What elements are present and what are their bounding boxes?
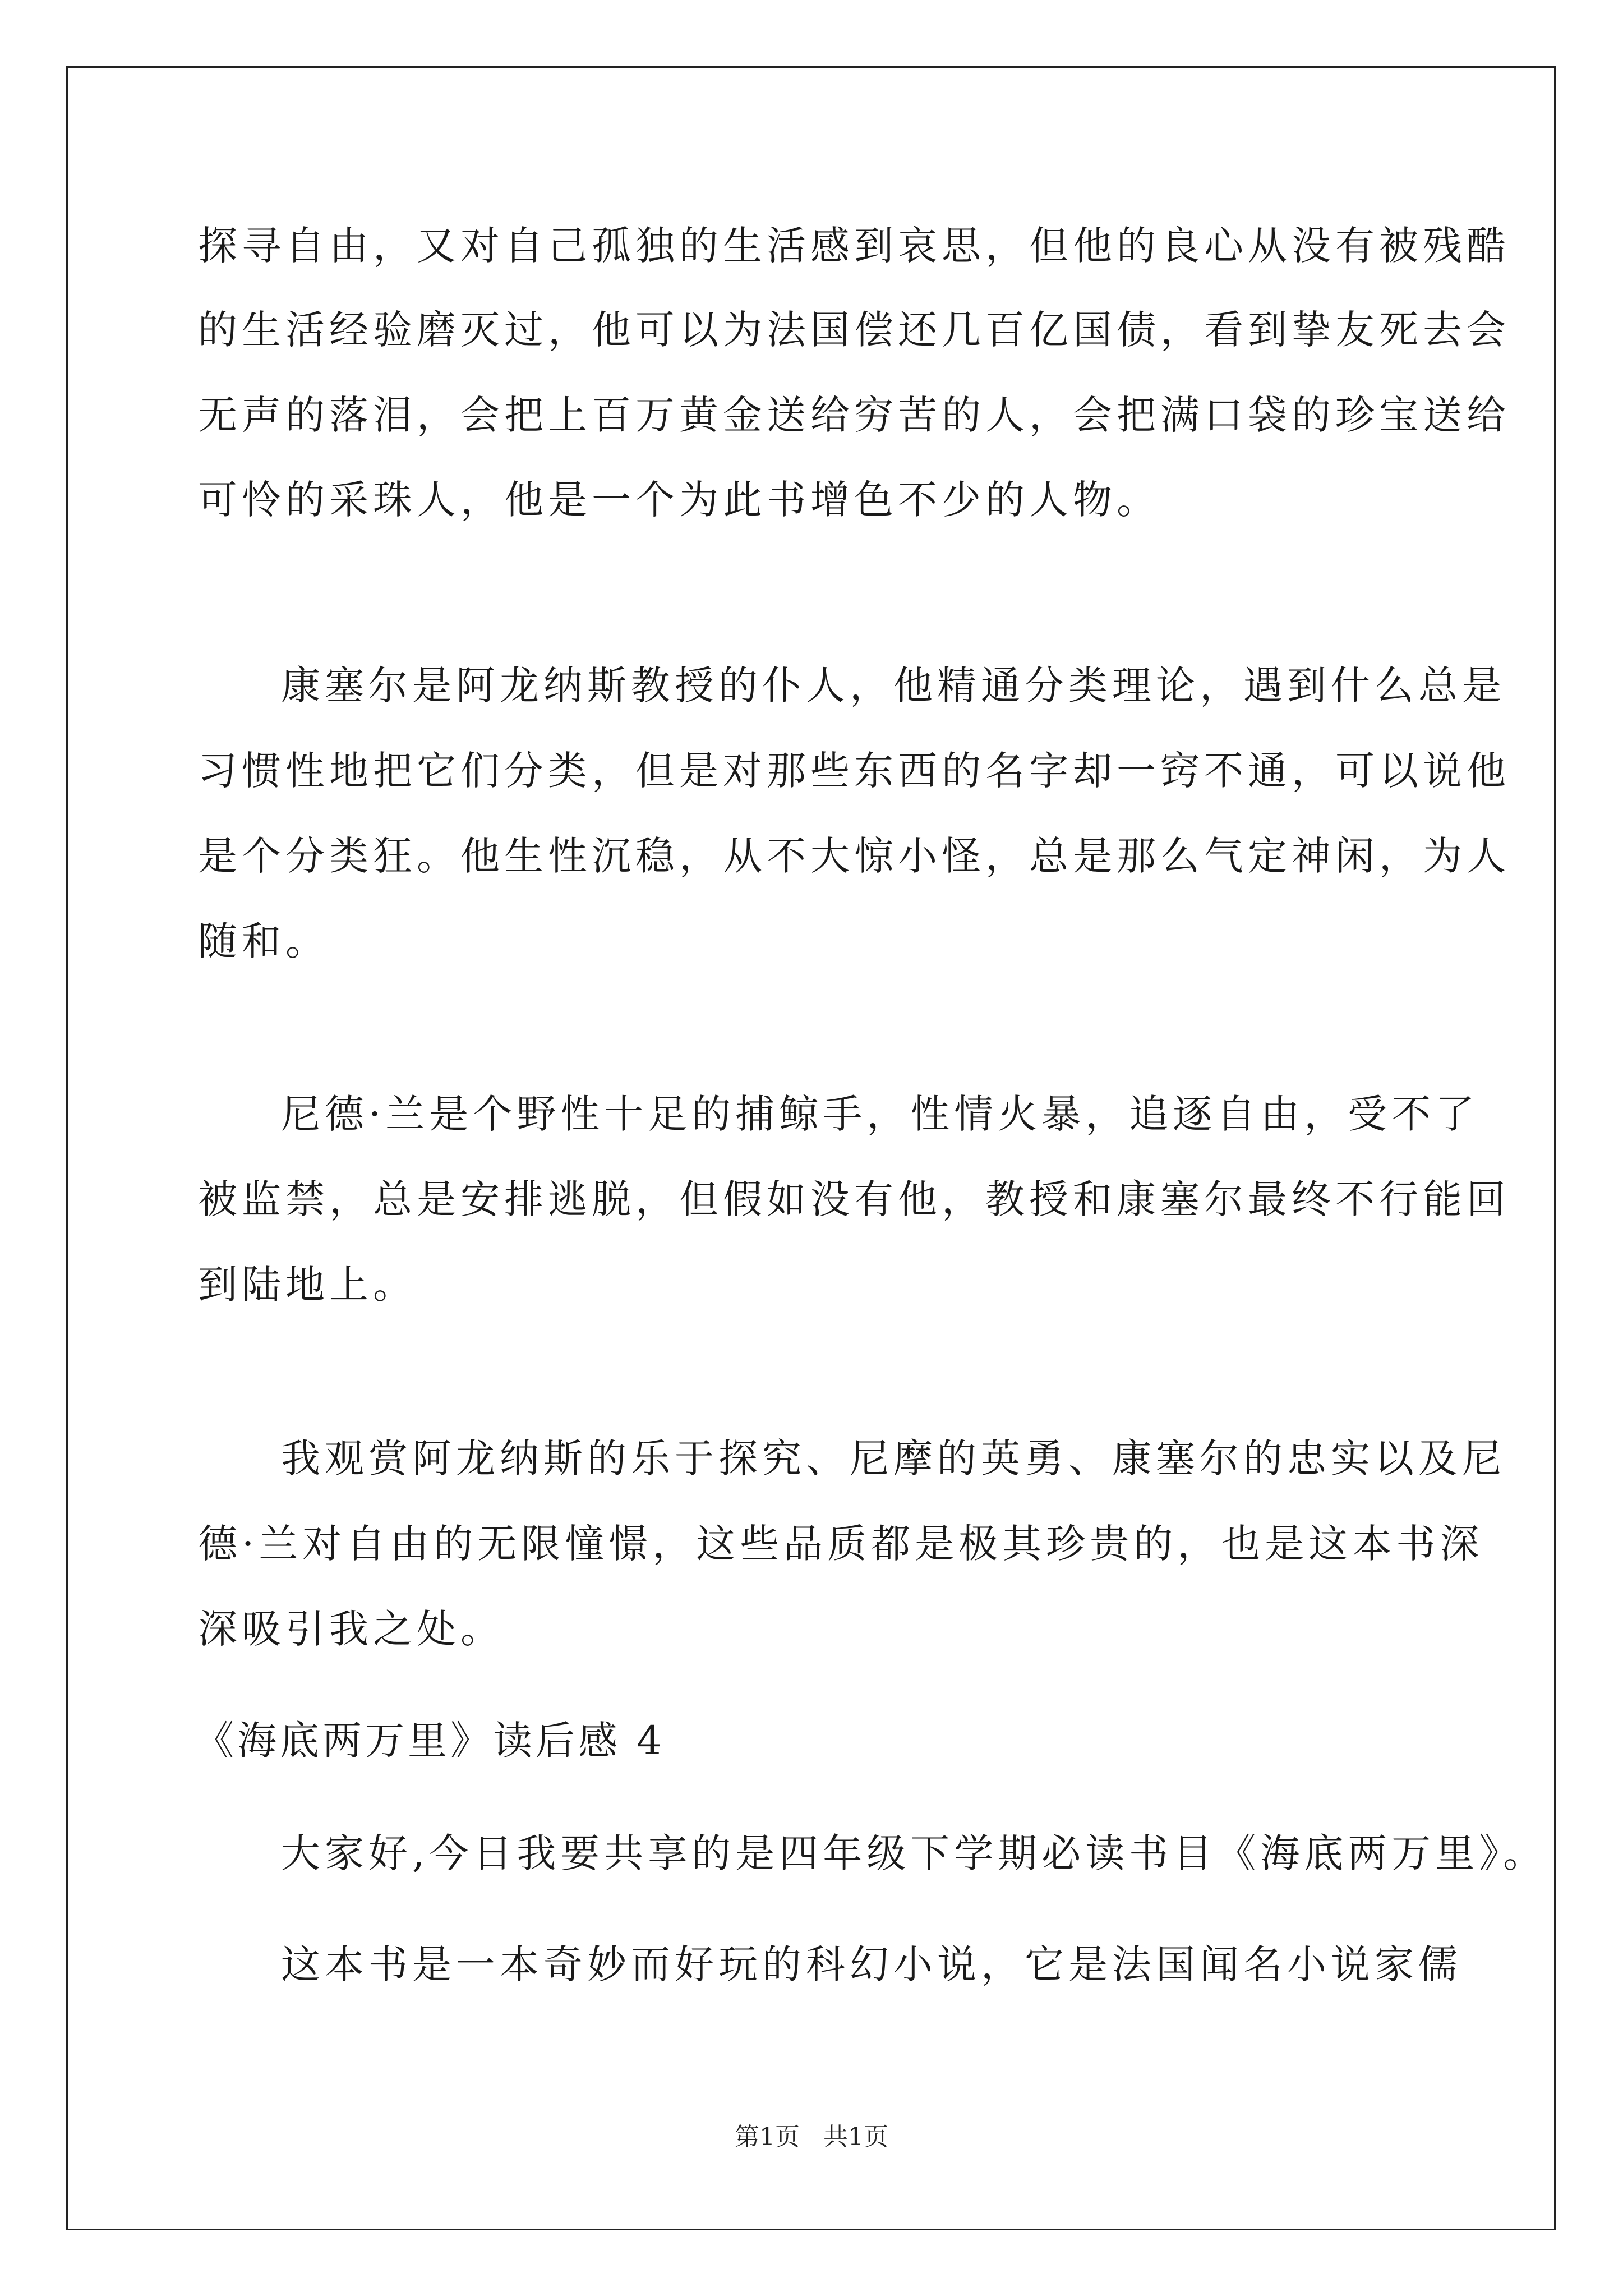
paragraph-first-line: 康塞尔是阿龙纳斯教授的仆人，他精通分类理论，遇到什么总是	[281, 662, 1506, 708]
section-heading: 《海底两万里》读后感 4	[195, 1718, 665, 1764]
text-line: 是个分类狂。他生性沉稳，从不大惊小怪，总是那么气定神闲，为人	[198, 833, 1510, 879]
paragraph-first-line: 这本书是一本奇妙而好玩的科幻小说，它是法国闻名小说家儒	[281, 1941, 1462, 1987]
page-total: 共1页	[823, 2123, 888, 2151]
paragraph-first-line: 尼德·兰是个野性十足的捕鲸手，性情火暴，追逐自由，受不了	[281, 1091, 1479, 1137]
paragraph-first-line: 大家好,今日我要共享的是四年级下学期必读书目《海底两万里》。	[281, 1830, 1547, 1876]
text-line: 的生活经验磨灭过，他可以为法国偿还几百亿国债，看到挚友死去会	[198, 307, 1510, 353]
text-line: 习惯性地把它们分类，但是对那些东西的名字却一窍不通，可以说他	[198, 748, 1510, 794]
text-line: 探寻自由，又对自己孤独的生活感到哀思，但他的良心从没有被残酷	[198, 223, 1510, 269]
text-line: 德·兰对自由的无限憧憬，这些品质都是极其珍贵的，也是这本书深	[198, 1521, 1484, 1567]
text-line: 深吸引我之处。	[198, 1606, 504, 1652]
paragraph-first-line: 我观赏阿龙纳斯的乐于探究、尼摩的英勇、康塞尔的忠实以及尼	[281, 1435, 1506, 1481]
text-line: 可怜的采珠人，他是一个为此书增色不少的人物。	[198, 477, 1160, 523]
text-line: 无声的落泪，会把上百万黄金送给穷苦的人，会把满口袋的珍宝送给	[198, 392, 1510, 438]
page-footer	[0, 2120, 1623, 2154]
text-line: 随和。	[198, 918, 329, 964]
text-line: 到陆地上。	[198, 1262, 417, 1308]
page-number: 第1页	[735, 2123, 800, 2151]
text-line: 被监禁，总是安排逃脱，但假如没有他，教授和康塞尔最终不行能回	[198, 1176, 1510, 1222]
